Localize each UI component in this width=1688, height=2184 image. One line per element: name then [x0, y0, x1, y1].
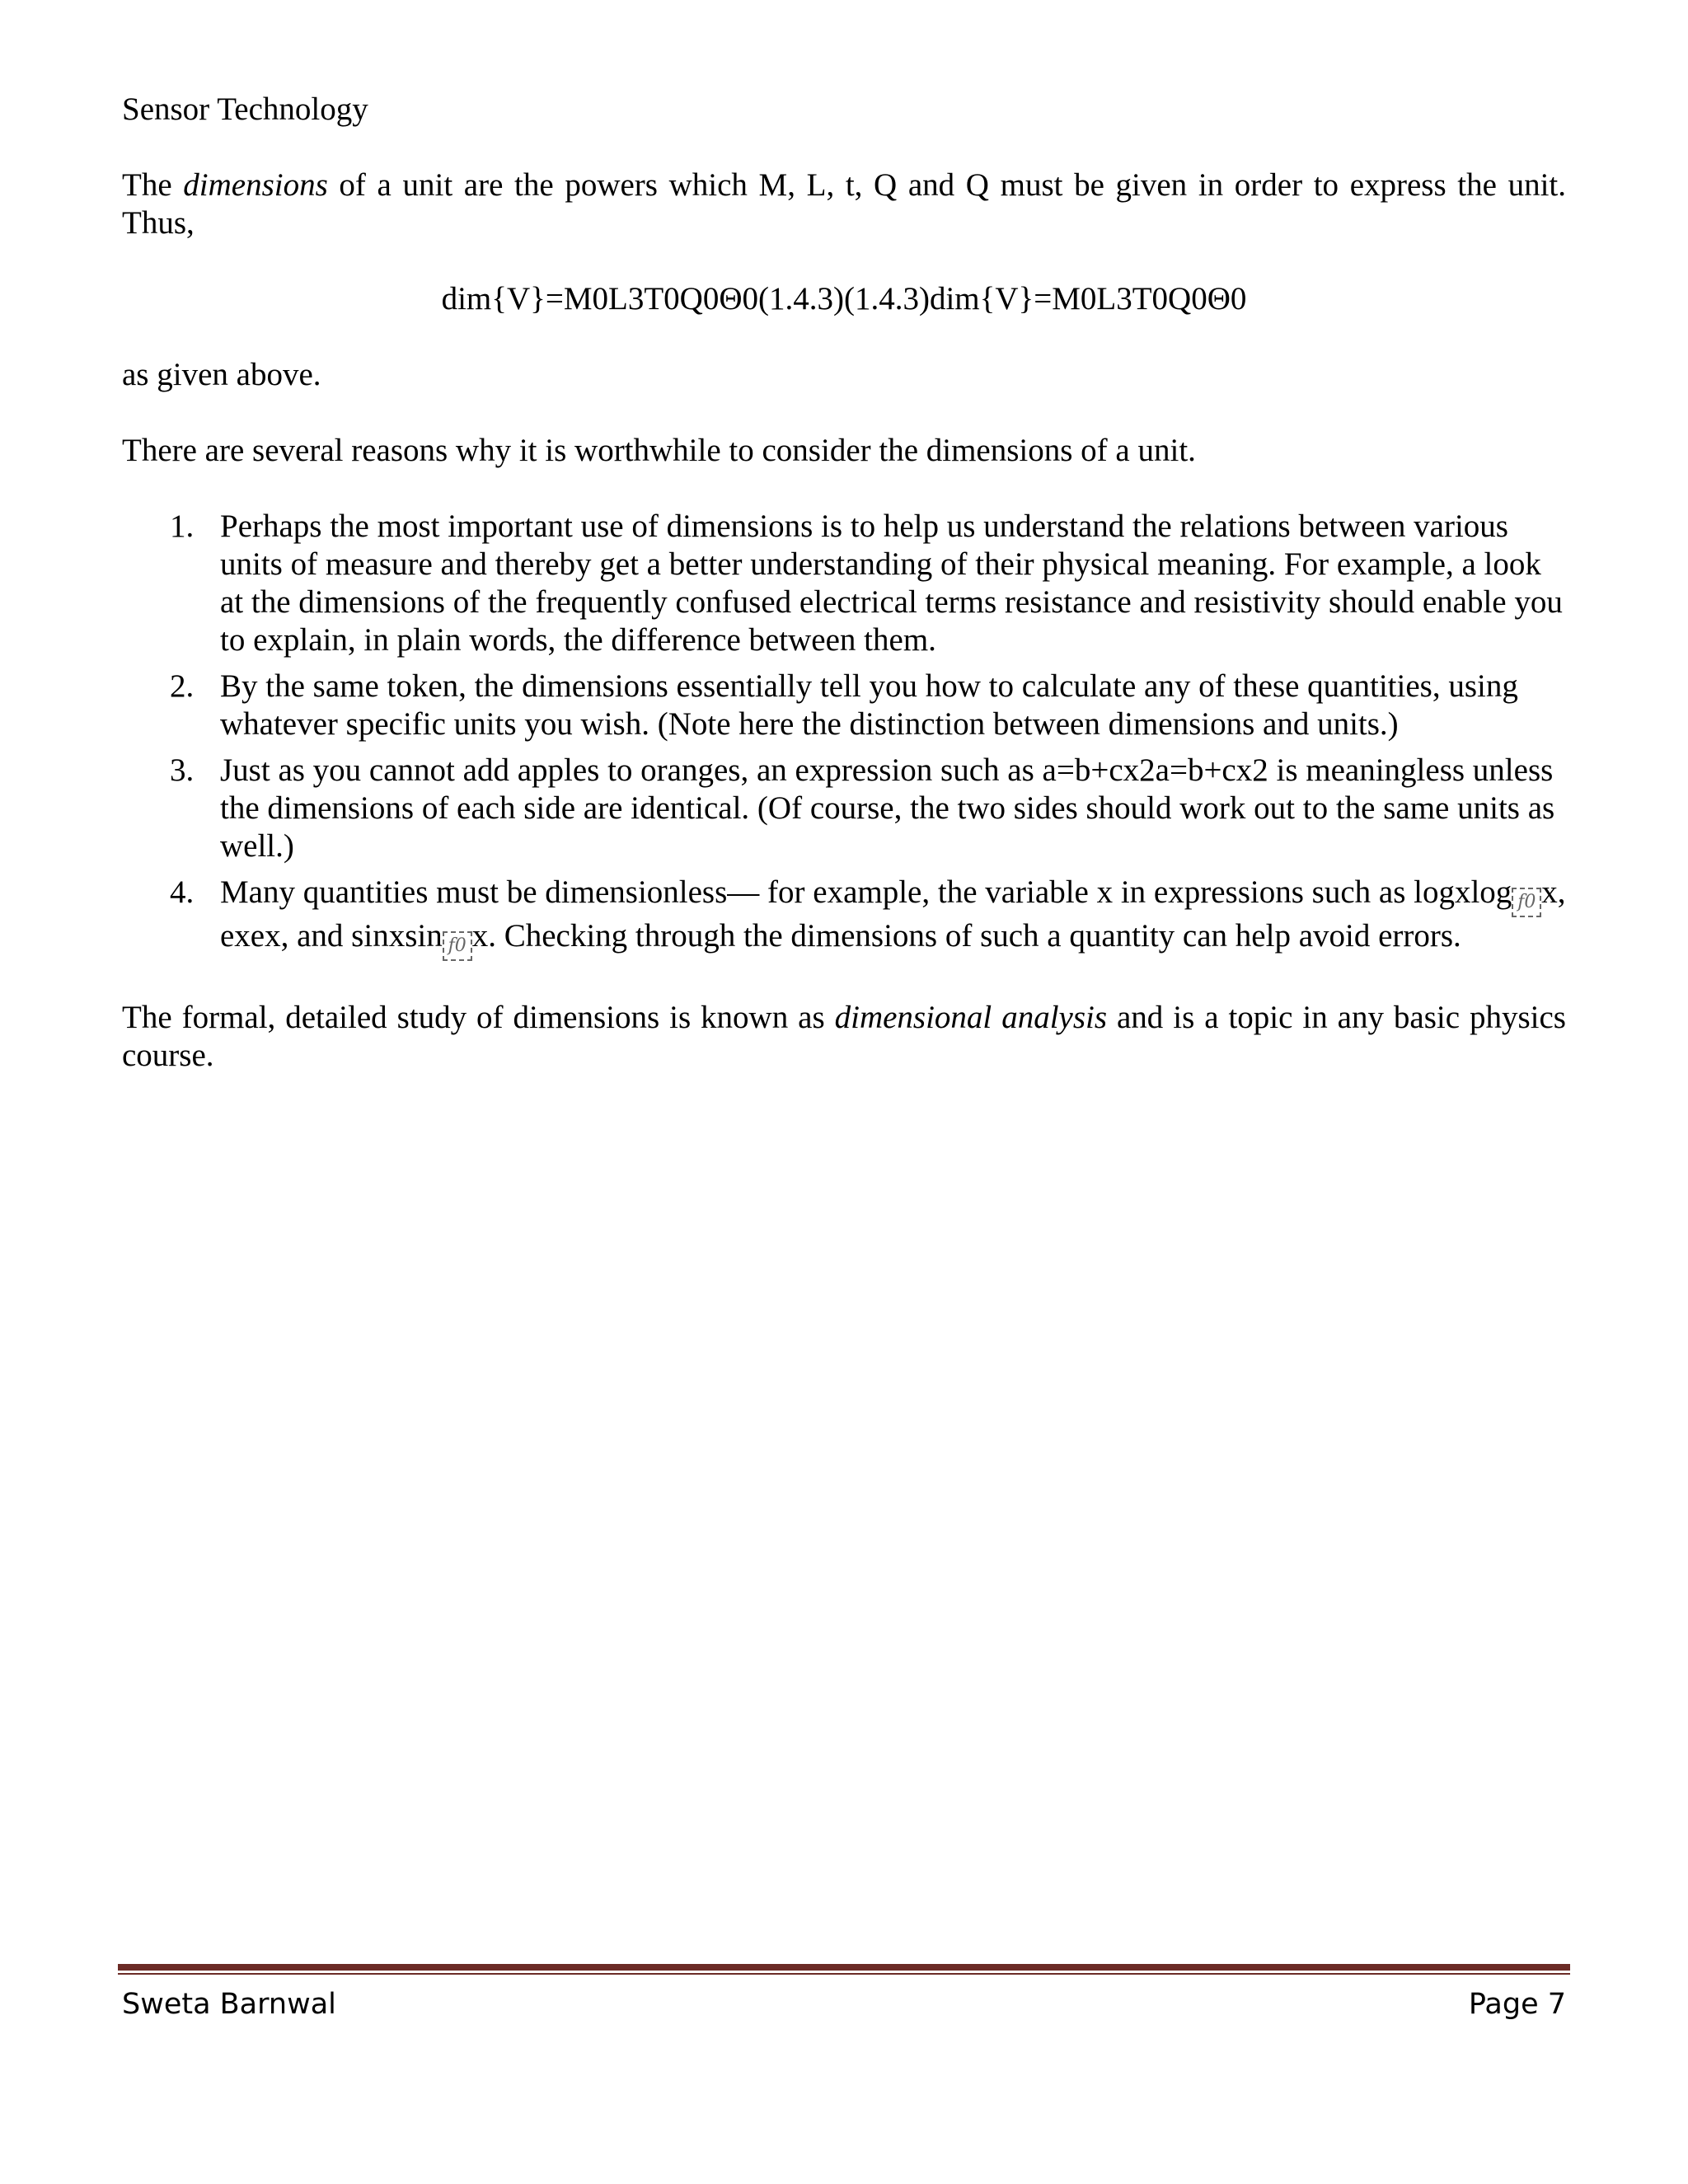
list-item — [122, 752, 1566, 865]
page-footer — [118, 1964, 1570, 2022]
equation: dim{V}=M0L3T0Q0Θ0(1.4.3)(1.4.3)dim{V}=M0L3T0Q0Θ0 — [441, 281, 1247, 316]
intro-paragraph — [122, 166, 1566, 242]
footer-author: Sweta Barnwal — [122, 1988, 336, 2021]
footer-rule-thin — [118, 1973, 1570, 1975]
missing-glyph-placeholder-icon: f0 — [1512, 888, 1541, 917]
page-header-title: Sensor Technology — [122, 91, 368, 127]
list-item-number: 1. — [170, 509, 195, 544]
conclusion-text-after: and is a topic in any basic physics course. — [122, 1000, 1566, 1073]
list-item-text: By the same token, the dimensions essentially tell you how to calculate any of these quantities, using whatever specific units you wish. (Note here the distinction between dimensions and units.) — [220, 668, 1518, 742]
document-page — [122, 91, 1566, 1113]
list-item — [122, 508, 1566, 659]
list-item-number: 2. — [170, 668, 195, 704]
conclusion-text-before: The formal, detailed study of dimensions is known as — [122, 1000, 835, 1035]
list-item — [122, 874, 1566, 961]
list-item — [122, 668, 1566, 743]
footer-rule-thick — [118, 1964, 1570, 1971]
list-item-text-part1: Many quantities must be dimensionless— for example, the variable x in expressions such as logxlog — [220, 874, 1512, 910]
list-item-number: 3. — [170, 752, 195, 788]
list-item-number: 4. — [170, 874, 195, 910]
conclusion-emphasis: dimensional analysis — [834, 1000, 1108, 1035]
intro-text-before: The — [122, 167, 184, 203]
intro-text-after: of a unit are the powers which M, L, t, Q and Q must be given in order to express the unit. Thus, — [122, 167, 1566, 241]
list-item-text-part2: x, exex, and sinxsin — [220, 874, 1566, 954]
reasons-intro: There are several reasons why it is worthwhile to consider the dimensions of a unit. — [122, 433, 1196, 468]
list-item-text-part3: x. Checking through the dimensions of such a quantity can help avoid errors. — [471, 918, 1461, 954]
after-equation-text: as given above. — [122, 357, 321, 392]
missing-glyph-placeholder-icon: f0 — [443, 931, 472, 961]
list-item-text: Perhaps the most important use of dimensions is to help us understand the relations between various units of measure and thereby get a better understanding of their physical meaning. For example, a look at the dimensions of the frequently confused electrical terms resistance and resistivity should enable you to explain, in plain words, the difference between them. — [220, 509, 1563, 658]
intro-emphasis: dimensions — [183, 167, 328, 203]
footer-page-number: Page 7 — [1468, 1988, 1566, 2021]
conclusion-paragraph — [122, 999, 1566, 1075]
reasons-list — [122, 508, 1566, 961]
footer-row — [118, 1987, 1570, 2022]
list-item-text: Just as you cannot add apples to oranges, an expression such as a=b+cx2a=b+cx2 is meaningless unless the dimensions of each side are identical. (Of course, the two sides should work out to the same units as well.) — [220, 752, 1555, 864]
